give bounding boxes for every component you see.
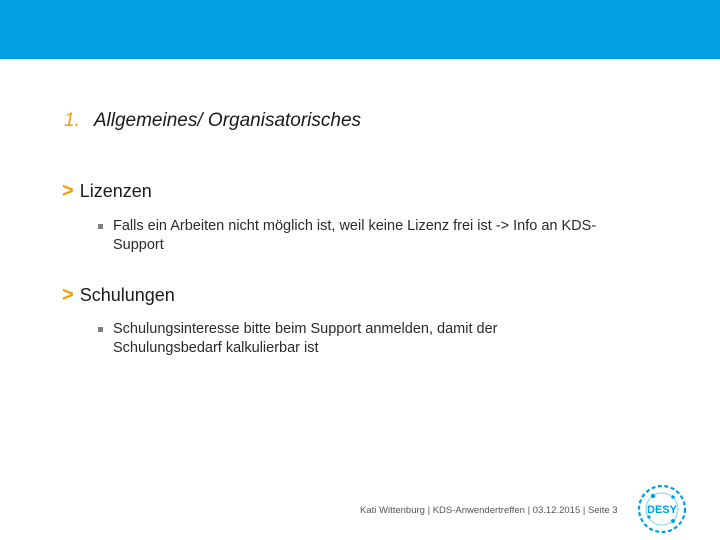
- heading-number: 1.: [64, 110, 80, 131]
- bullet-line: Support: [113, 237, 164, 253]
- slide-heading: [64, 110, 361, 132]
- top-banner: [0, 0, 720, 59]
- bullet-line: Schulungsinteresse bitte beim Support anmelden, damit der: [113, 321, 498, 337]
- logo-text: DESY: [647, 504, 677, 516]
- section-title: Schulungen: [79, 285, 175, 305]
- desy-logo: [637, 484, 687, 534]
- bullet-item: [98, 217, 658, 255]
- heading-text: Allgemeines/ Organisatorisches: [93, 110, 362, 131]
- section-title: Lizenzen: [79, 181, 152, 201]
- bullet-line: Schulungsbedarf kalkulierbar ist: [113, 340, 319, 356]
- slide-footer: Kati Wittenburg | KDS-Anwendertreffen | 03.12.2015 | Seite 3: [360, 505, 618, 516]
- bullet-item: [98, 320, 658, 358]
- chevron-right-icon: >: [62, 284, 74, 306]
- section-lizenzen: [62, 180, 152, 203]
- bullet-line: Falls ein Arbeiten nicht möglich ist, weil keine Lizenz frei ist -> Info an KDS-: [113, 218, 597, 234]
- chevron-right-icon: >: [62, 180, 74, 202]
- bullet-square-icon: [98, 224, 103, 229]
- section-schulungen: [62, 284, 175, 307]
- bullet-square-icon: [98, 327, 103, 332]
